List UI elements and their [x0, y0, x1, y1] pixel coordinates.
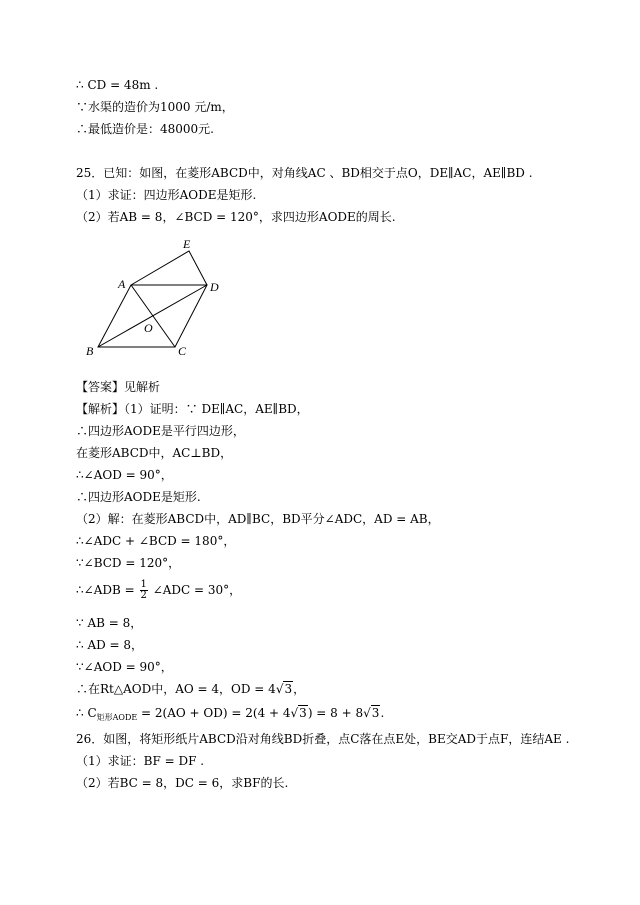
q25-analysis-14 — [76, 706, 384, 722]
label-d: D — [210, 280, 219, 294]
q25-stem: 25．已知：如图，在菱形ABCD中，对角线AC 、BD相交于点O，DE∥AC，AE∥BD . — [76, 166, 533, 180]
q25-analysis-7: ∴∠ADC + ∠BCD = 180°， — [76, 534, 236, 548]
q25-analysis-8: ∵∠BCD = 120°， — [76, 556, 181, 570]
a14-end: . — [380, 706, 385, 720]
label-a: A — [118, 277, 126, 291]
q26-part-2: （2）若BC = 8，DC = 6，求BF的长. — [76, 776, 289, 790]
q25-answer: 【答案】见解析 — [76, 380, 161, 394]
a14-mid2: ) = 8 + 8 — [307, 706, 364, 720]
sqrt-sign: √ — [290, 706, 299, 720]
q25-analysis-10: ∵ AB = 8， — [76, 616, 143, 630]
segment-ae-ed — [131, 251, 207, 285]
label-o: O — [144, 321, 153, 335]
fraction-denominator: 2 — [140, 590, 147, 601]
sqrt-sign: √ — [363, 706, 371, 720]
a13-post: ， — [293, 682, 306, 696]
fraction-half — [140, 580, 148, 601]
q25-analysis-1: 【解析】（1）证明：∵ DE∥AC，AE∥BD， — [76, 402, 309, 416]
a13-radicand: 3 — [284, 682, 293, 696]
q25-part-1: （1）求证：四边形AODE是矩形. — [76, 188, 257, 202]
a14-mid: = 2(AO + OD) = 2(4 + 4 — [137, 706, 291, 720]
rhombus-figure — [80, 236, 240, 366]
q25-analysis-5: ∴四边形AODE是矩形. — [76, 490, 201, 504]
label-e: E — [183, 237, 191, 251]
q25-analysis-4: ∴∠AOD = 90°， — [76, 468, 173, 482]
q25-analysis-12: ∵∠AOD = 90°， — [76, 660, 173, 674]
prev-line-1: ∴ CD = 48m . — [76, 78, 159, 92]
q25-analysis-6: （2）解：在菱形ABCD中，AD∥BC，BD平分∠ADC，AD = AB， — [76, 512, 440, 526]
q25-part-2: （2）若AB = 8，∠BCD = 120°，求四边形AODE的周长. — [76, 210, 396, 224]
label-c: C — [178, 344, 187, 358]
a13-pre: ∴在Rt△AOD中，AO = 4，OD = 4 — [76, 682, 276, 696]
prev-line-3: ∴最低造价是：48000元. — [76, 122, 214, 136]
a9-post: ∠ADC = 30°， — [152, 583, 242, 597]
q25-analysis-9 — [76, 580, 241, 601]
q26-part-1: （1）求证：BF = DF . — [76, 754, 205, 768]
fraction-numerator: 1 — [140, 579, 147, 590]
a14-subscript: 矩形AODE — [96, 713, 138, 722]
label-b: B — [86, 344, 94, 358]
q26-stem: 26．如图，将矩形纸片ABCD沿对角线BD折叠，点C落在点E处，BE交AD于点F，连结AE . — [76, 732, 570, 746]
q25-analysis-11: ∴ AD = 8， — [76, 638, 144, 652]
prev-line-2: ∵水渠的造价为1000 元/m， — [76, 100, 234, 114]
a9-pre: ∴∠ADB = — [76, 583, 135, 597]
a14-radicand-2: 3 — [371, 706, 380, 720]
q25-analysis-3: 在菱形ABCD中，AC⊥BD， — [76, 446, 233, 460]
q25-analysis-2: ∴四边形AODE是平行四边形， — [76, 424, 245, 438]
a14-c: ∴ C — [76, 706, 97, 720]
a14-radicand-1: 3 — [299, 706, 307, 720]
q25-analysis-13 — [76, 682, 305, 696]
sqrt-sign: √ — [275, 682, 284, 696]
